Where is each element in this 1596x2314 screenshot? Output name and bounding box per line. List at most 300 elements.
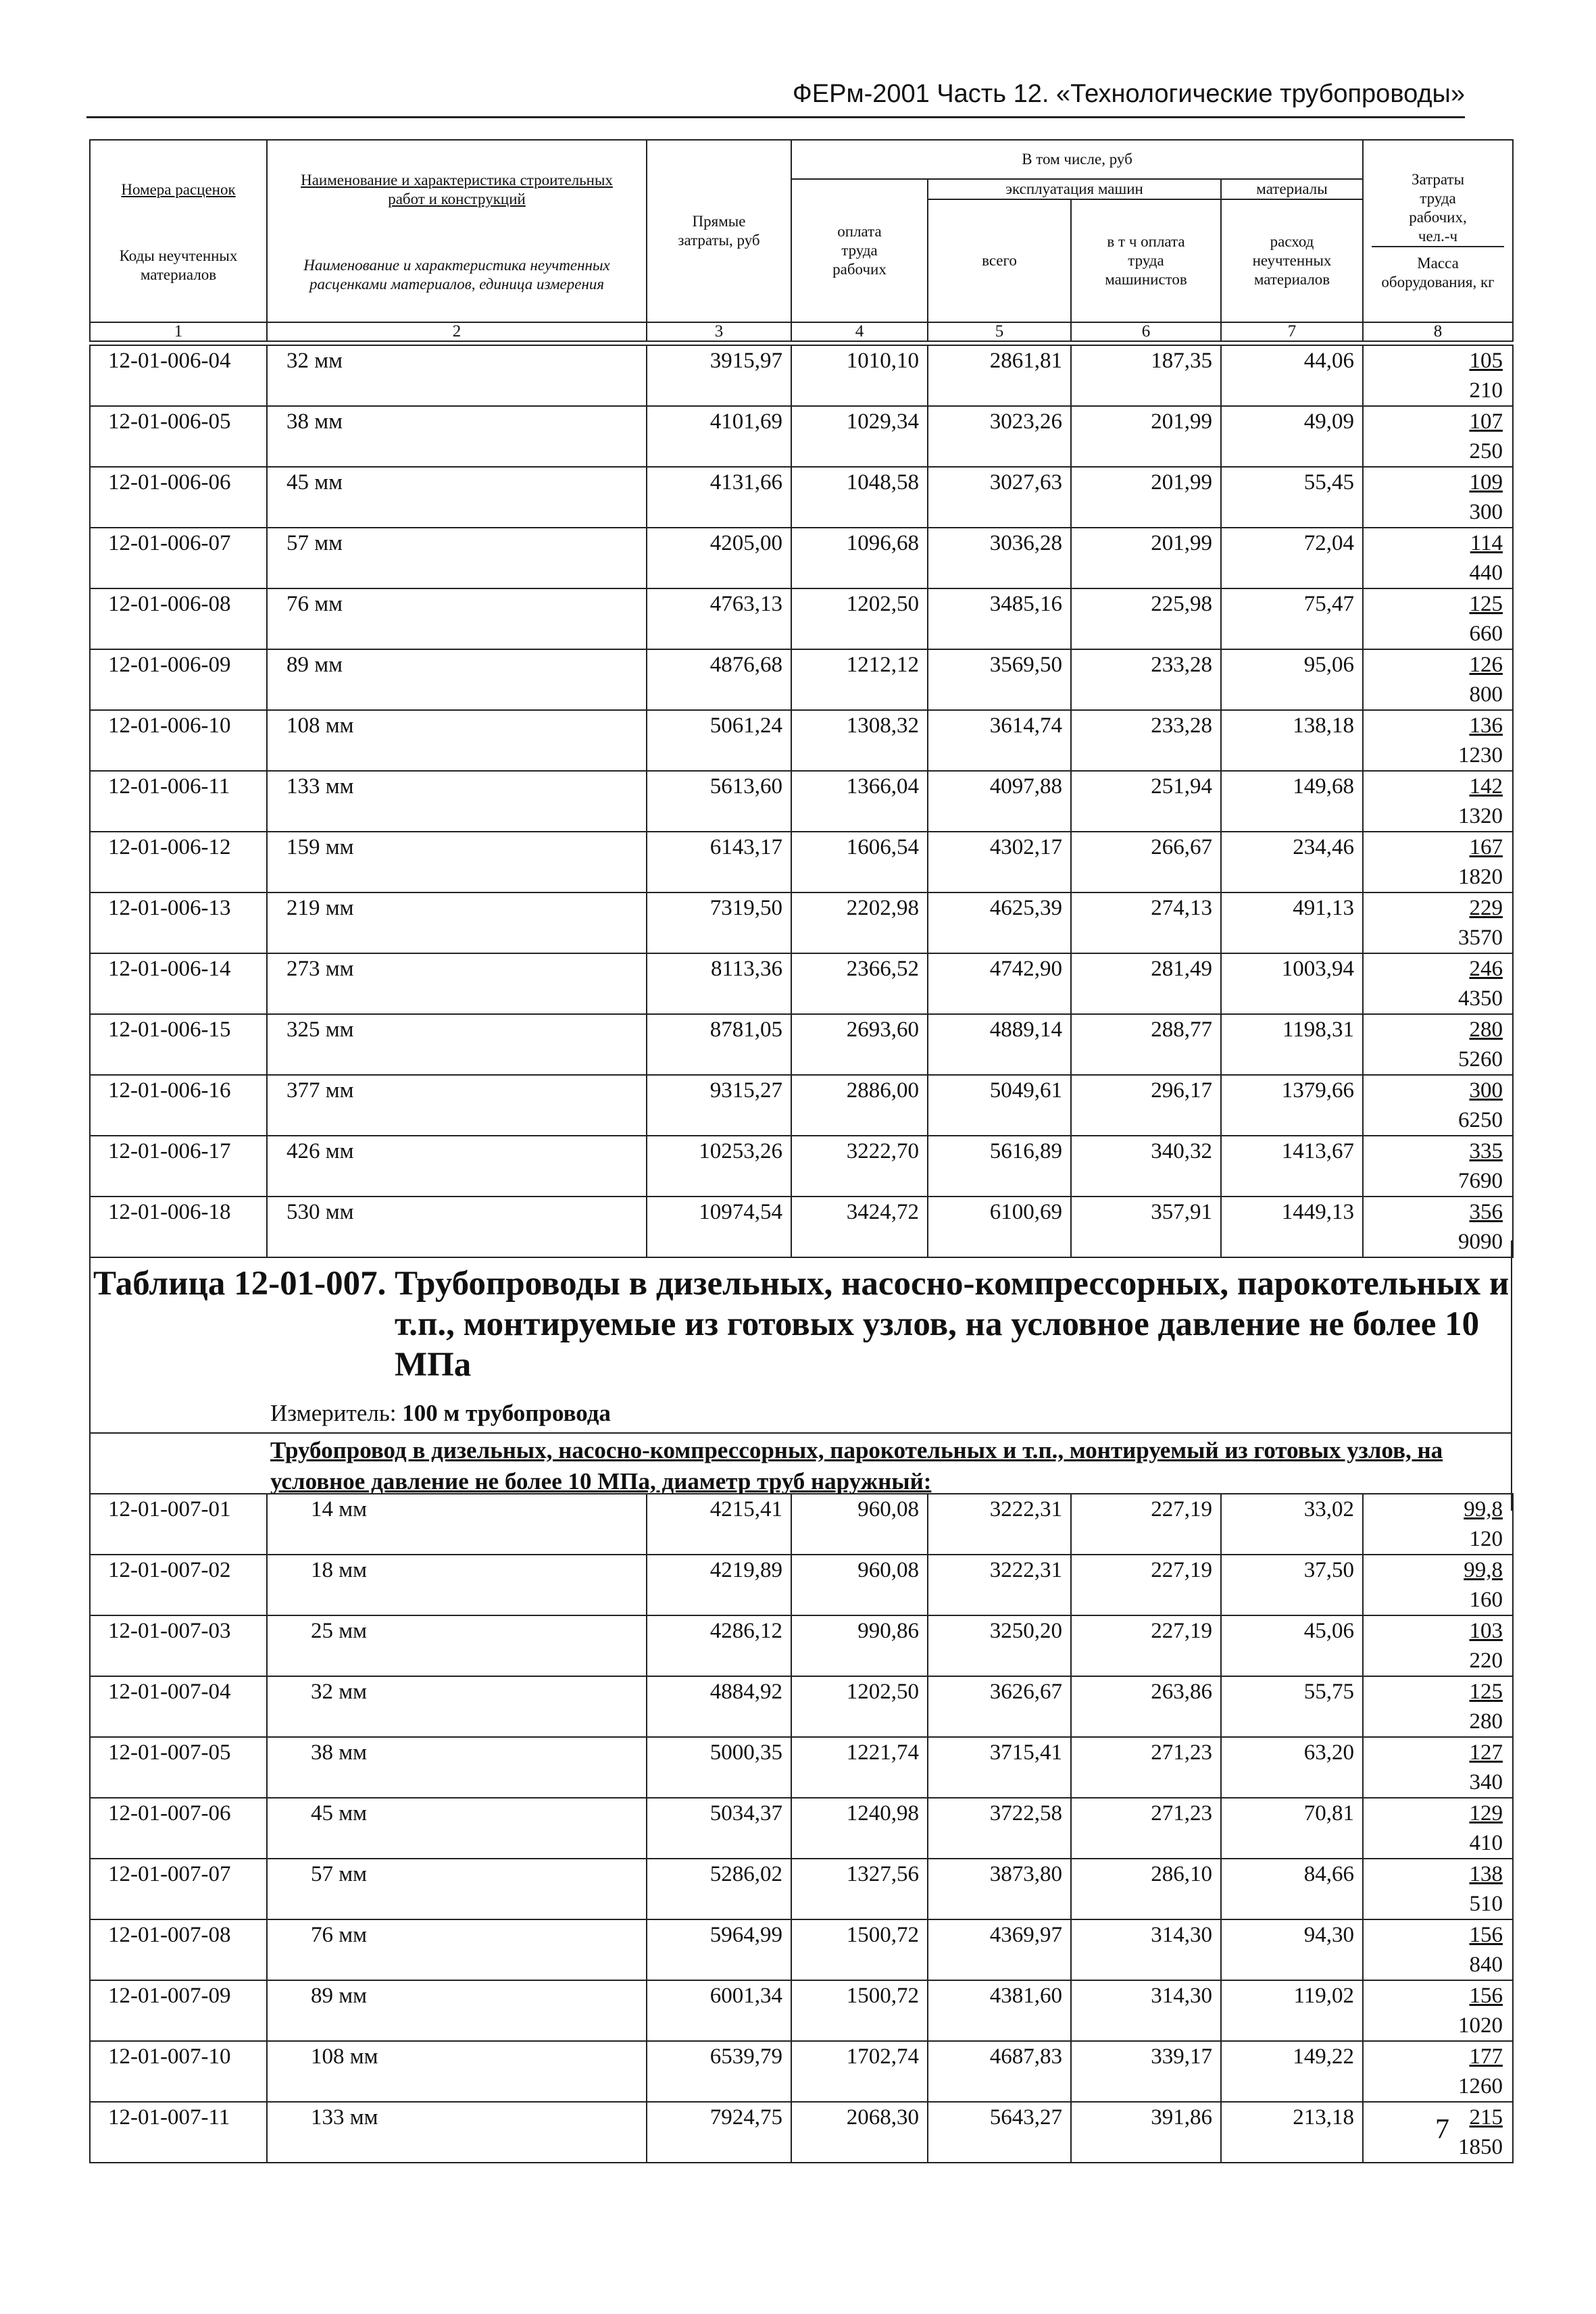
item-name: 273 мм xyxy=(267,953,647,1014)
item-name: 89 мм xyxy=(267,1980,647,2041)
header-materials: материалы xyxy=(1221,179,1363,199)
materials-cost: 491,13 xyxy=(1221,892,1363,953)
labor-and-mass xyxy=(1363,1676,1513,1737)
direct-cost: 8781,05 xyxy=(647,1014,791,1075)
item-name: 108 мм xyxy=(267,710,647,771)
item-name: 38 мм xyxy=(267,406,647,467)
labor-and-mass xyxy=(1363,832,1513,892)
equipment-mass: 840 xyxy=(1469,1953,1503,1977)
machinists-pay: 201,99 xyxy=(1071,467,1221,528)
direct-cost: 10253,26 xyxy=(647,1136,791,1197)
header-col1 xyxy=(90,140,267,322)
table-row xyxy=(90,1615,1513,1676)
machines-cost: 3626,67 xyxy=(928,1676,1071,1737)
column-number: 7 xyxy=(1221,322,1363,341)
equipment-mass: 160 xyxy=(1469,1588,1503,1612)
labor-pay: 1202,50 xyxy=(791,1676,928,1737)
direct-cost: 6001,34 xyxy=(647,1980,791,2041)
item-name: 57 мм xyxy=(267,1859,647,1919)
labor-pay: 3424,72 xyxy=(791,1197,928,1257)
table-row xyxy=(90,1676,1513,1737)
labor-pay: 1212,12 xyxy=(791,649,928,710)
item-name: 25 мм xyxy=(267,1615,647,1676)
materials-cost: 45,06 xyxy=(1221,1615,1363,1676)
table-row xyxy=(90,892,1513,953)
labor-pay: 3222,70 xyxy=(791,1136,928,1197)
equipment-mass: 410 xyxy=(1469,1831,1503,1855)
header-machines-total: всего xyxy=(928,199,1071,322)
labor-hours: 280 xyxy=(1469,1017,1503,1042)
labor-pay: 1500,72 xyxy=(791,1980,928,2041)
machines-cost: 3250,20 xyxy=(928,1615,1071,1676)
page-header: ФЕРм-2001 Часть 12. «Технологические трубопроводы» xyxy=(792,80,1465,108)
machinists-pay: 271,23 xyxy=(1071,1798,1221,1859)
column-number: 3 xyxy=(647,322,791,341)
rate-code: 12-01-006-06 xyxy=(90,467,267,528)
machines-cost: 4625,39 xyxy=(928,892,1071,953)
machines-cost: 3873,80 xyxy=(928,1859,1071,1919)
header-equipment-mass: Масса оборудования, кг xyxy=(1381,255,1495,291)
labor-pay: 1010,10 xyxy=(791,345,928,406)
rate-code: 12-01-006-05 xyxy=(90,406,267,467)
direct-cost: 4101,69 xyxy=(647,406,791,467)
labor-and-mass xyxy=(1363,467,1513,528)
machinists-pay: 314,30 xyxy=(1071,1980,1221,2041)
header-col3: Прямые затраты, руб xyxy=(647,140,791,322)
direct-cost: 6539,79 xyxy=(647,2041,791,2102)
machines-cost: 5643,27 xyxy=(928,2102,1071,2163)
labor-pay: 2068,30 xyxy=(791,2102,928,2163)
table-row xyxy=(90,2102,1513,2163)
rate-code: 12-01-006-16 xyxy=(90,1075,267,1136)
column-number: 1 xyxy=(90,322,267,341)
rate-code: 12-01-006-07 xyxy=(90,528,267,588)
rate-code: 12-01-006-13 xyxy=(90,892,267,953)
item-name: 219 мм xyxy=(267,892,647,953)
labor-and-mass xyxy=(1363,710,1513,771)
rate-code: 12-01-006-17 xyxy=(90,1136,267,1197)
labor-and-mass xyxy=(1363,1615,1513,1676)
machinists-pay: 274,13 xyxy=(1071,892,1221,953)
labor-hours: 99,8 xyxy=(1464,1497,1503,1521)
equipment-mass: 1230 xyxy=(1458,743,1503,768)
labor-and-mass xyxy=(1363,1980,1513,2041)
header-group-title: В том числе, руб xyxy=(791,140,1363,179)
item-name: 32 мм xyxy=(267,345,647,406)
labor-and-mass xyxy=(1363,345,1513,406)
equipment-mass: 3570 xyxy=(1458,926,1503,950)
header-col8 xyxy=(1363,140,1513,322)
materials-cost: 44,06 xyxy=(1221,345,1363,406)
item-name: 377 мм xyxy=(267,1075,647,1136)
direct-cost: 9315,27 xyxy=(647,1075,791,1136)
table-row xyxy=(90,1919,1513,1980)
labor-hours: 335 xyxy=(1469,1139,1503,1163)
column-number: 6 xyxy=(1071,322,1221,341)
rates-table-006 xyxy=(89,345,1514,1258)
labor-hours: 142 xyxy=(1469,774,1503,799)
labor-pay: 1308,32 xyxy=(791,710,928,771)
table-row xyxy=(90,832,1513,892)
direct-cost: 7319,50 xyxy=(647,892,791,953)
table2-title xyxy=(93,1263,1512,1385)
equipment-mass: 800 xyxy=(1469,682,1503,707)
machines-cost: 2861,81 xyxy=(928,345,1071,406)
machinists-pay: 340,32 xyxy=(1071,1136,1221,1197)
labor-hours: 127 xyxy=(1469,1740,1503,1765)
labor-pay: 1029,34 xyxy=(791,406,928,467)
item-name: 18 мм xyxy=(267,1555,647,1615)
table-row xyxy=(90,1494,1513,1555)
direct-cost: 10974,54 xyxy=(647,1197,791,1257)
unit-rule xyxy=(89,1432,1512,1434)
labor-and-mass xyxy=(1363,1859,1513,1919)
machinists-pay: 225,98 xyxy=(1071,588,1221,649)
labor-and-mass xyxy=(1363,528,1513,588)
machines-cost: 5616,89 xyxy=(928,1136,1071,1197)
machines-cost: 3036,28 xyxy=(928,528,1071,588)
header-materials-sub: расход неучтенных материалов xyxy=(1221,199,1363,322)
direct-cost: 5613,60 xyxy=(647,771,791,832)
rate-code: 12-01-007-05 xyxy=(90,1737,267,1798)
machines-cost: 6100,69 xyxy=(928,1197,1071,1257)
labor-and-mass xyxy=(1363,1014,1513,1075)
labor-hours: 109 xyxy=(1469,470,1503,495)
machines-cost: 4302,17 xyxy=(928,832,1071,892)
machines-cost: 3614,74 xyxy=(928,710,1071,771)
machinists-pay: 227,19 xyxy=(1071,1615,1221,1676)
labor-and-mass xyxy=(1363,649,1513,710)
table2-title-line2: т.п., монтируемые из готовых узлов, на условное давление не более 10 МПа xyxy=(395,1305,1480,1384)
item-name: 45 мм xyxy=(267,467,647,528)
materials-cost: 37,50 xyxy=(1221,1555,1363,1615)
labor-hours: 125 xyxy=(1469,1680,1503,1704)
materials-cost: 63,20 xyxy=(1221,1737,1363,1798)
header-col2-top: Наименование и характеристика строительных работ и конструкций xyxy=(301,172,613,207)
labor-pay: 1221,74 xyxy=(791,1737,928,1798)
table2-label: Таблица 12-01-007. xyxy=(93,1265,386,1303)
labor-hours: 114 xyxy=(1470,531,1503,555)
labor-hours: 107 xyxy=(1469,409,1503,434)
rate-code: 12-01-007-04 xyxy=(90,1676,267,1737)
labor-and-mass xyxy=(1363,1555,1513,1615)
machines-cost: 3027,63 xyxy=(928,467,1071,528)
direct-cost: 4876,68 xyxy=(647,649,791,710)
materials-cost: 55,45 xyxy=(1221,467,1363,528)
table-row xyxy=(90,1014,1513,1075)
machinists-pay: 391,86 xyxy=(1071,2102,1221,2163)
machinists-pay: 227,19 xyxy=(1071,1555,1221,1615)
direct-cost: 6143,17 xyxy=(647,832,791,892)
header-machinists: в т ч оплата труда машинистов xyxy=(1071,199,1221,322)
table-row xyxy=(90,953,1513,1014)
materials-cost: 1449,13 xyxy=(1221,1197,1363,1257)
materials-cost: 70,81 xyxy=(1221,1798,1363,1859)
table-row xyxy=(90,467,1513,528)
direct-cost: 5964,99 xyxy=(647,1919,791,1980)
labor-hours: 356 xyxy=(1469,1200,1503,1224)
rate-code: 12-01-006-11 xyxy=(90,771,267,832)
direct-cost: 4763,13 xyxy=(647,588,791,649)
labor-hours: 105 xyxy=(1469,349,1503,373)
machines-cost: 3222,31 xyxy=(928,1494,1071,1555)
machines-cost: 4889,14 xyxy=(928,1014,1071,1075)
machinists-pay: 271,23 xyxy=(1071,1737,1221,1798)
header-rule xyxy=(86,116,1465,118)
machinists-pay: 251,94 xyxy=(1071,771,1221,832)
machinists-pay: 339,17 xyxy=(1071,2041,1221,2102)
machines-cost: 4381,60 xyxy=(928,1980,1071,2041)
table-row xyxy=(90,710,1513,771)
equipment-mass: 5260 xyxy=(1458,1047,1503,1072)
equipment-mass: 7690 xyxy=(1458,1169,1503,1193)
labor-pay: 2693,60 xyxy=(791,1014,928,1075)
rate-code: 12-01-006-12 xyxy=(90,832,267,892)
machines-cost: 3569,50 xyxy=(928,649,1071,710)
equipment-mass: 9090 xyxy=(1458,1230,1503,1254)
equipment-mass: 340 xyxy=(1469,1770,1503,1794)
direct-cost: 7924,75 xyxy=(647,2102,791,2163)
labor-hours: 99,8 xyxy=(1464,1558,1503,1582)
direct-cost: 5061,24 xyxy=(647,710,791,771)
labor-hours: 136 xyxy=(1469,713,1503,738)
header-machines: эксплуатация машин xyxy=(928,179,1221,199)
table-row xyxy=(90,588,1513,649)
materials-cost: 55,75 xyxy=(1221,1676,1363,1737)
labor-hours: 167 xyxy=(1469,835,1503,859)
column-number: 2 xyxy=(267,322,647,341)
column-number: 4 xyxy=(791,322,928,341)
header-col1-bottom: Коды неучтенных материалов xyxy=(119,247,238,283)
labor-pay: 1327,56 xyxy=(791,1859,928,1919)
item-name: 325 мм xyxy=(267,1014,647,1075)
machinists-pay: 266,67 xyxy=(1071,832,1221,892)
materials-cost: 213,18 xyxy=(1221,2102,1363,2163)
item-name: 159 мм xyxy=(267,832,647,892)
table-row xyxy=(90,1136,1513,1197)
machines-cost: 3023,26 xyxy=(928,406,1071,467)
equipment-mass: 1320 xyxy=(1458,804,1503,828)
materials-cost: 72,04 xyxy=(1221,528,1363,588)
header-col2 xyxy=(267,140,647,322)
item-name: 38 мм xyxy=(267,1737,647,1798)
labor-hours: 156 xyxy=(1469,1923,1503,1947)
labor-hours: 129 xyxy=(1469,1801,1503,1826)
direct-cost: 5286,02 xyxy=(647,1859,791,1919)
machinists-pay: 357,91 xyxy=(1071,1197,1221,1257)
labor-hours: 126 xyxy=(1469,653,1503,677)
table2-title-line1: Трубопроводы в дизельных, насосно-компрессорных, парокотельных и xyxy=(395,1265,1510,1303)
equipment-mass: 250 xyxy=(1469,439,1503,463)
machinists-pay: 314,30 xyxy=(1071,1919,1221,1980)
machinists-pay: 227,19 xyxy=(1071,1494,1221,1555)
machinists-pay: 233,28 xyxy=(1071,710,1221,771)
item-name: 32 мм xyxy=(267,1676,647,1737)
rate-code: 12-01-006-18 xyxy=(90,1197,267,1257)
labor-and-mass xyxy=(1363,1136,1513,1197)
labor-pay: 960,08 xyxy=(791,1494,928,1555)
labor-pay: 2366,52 xyxy=(791,953,928,1014)
materials-cost: 119,02 xyxy=(1221,1980,1363,2041)
materials-cost: 1003,94 xyxy=(1221,953,1363,1014)
labor-and-mass xyxy=(1363,1737,1513,1798)
rate-code: 12-01-007-09 xyxy=(90,1980,267,2041)
materials-cost: 138,18 xyxy=(1221,710,1363,771)
item-name: 133 мм xyxy=(267,2102,647,2163)
labor-and-mass xyxy=(1363,588,1513,649)
materials-cost: 149,68 xyxy=(1221,771,1363,832)
equipment-mass: 1260 xyxy=(1458,2074,1503,2098)
rate-code: 12-01-007-02 xyxy=(90,1555,267,1615)
labor-and-mass xyxy=(1363,771,1513,832)
labor-pay: 2886,00 xyxy=(791,1075,928,1136)
labor-pay: 1096,68 xyxy=(791,528,928,588)
labor-pay: 960,08 xyxy=(791,1555,928,1615)
equipment-mass: 1820 xyxy=(1458,865,1503,889)
header-labor-costs: Затраты труда рабочих, чел.-ч xyxy=(1372,170,1504,247)
machinists-pay: 286,10 xyxy=(1071,1859,1221,1919)
machines-cost: 5049,61 xyxy=(928,1075,1071,1136)
unit-value: 100 м трубопровода xyxy=(402,1400,611,1426)
machinists-pay: 288,77 xyxy=(1071,1014,1221,1075)
rate-code: 12-01-007-10 xyxy=(90,2041,267,2102)
machines-cost: 4369,97 xyxy=(928,1919,1071,1980)
header-col1-top: Номера расценок xyxy=(121,181,236,198)
item-name: 57 мм xyxy=(267,528,647,588)
materials-cost: 94,30 xyxy=(1221,1919,1363,1980)
labor-pay: 1366,04 xyxy=(791,771,928,832)
rate-code: 12-01-007-06 xyxy=(90,1798,267,1859)
labor-hours: 215 xyxy=(1469,2105,1503,2130)
table-row xyxy=(90,1980,1513,2041)
direct-cost: 5000,35 xyxy=(647,1737,791,1798)
rate-code: 12-01-006-15 xyxy=(90,1014,267,1075)
item-name: 89 мм xyxy=(267,649,647,710)
item-name: 426 мм xyxy=(267,1136,647,1197)
equipment-mass: 1850 xyxy=(1458,2135,1503,2159)
direct-cost: 8113,36 xyxy=(647,953,791,1014)
rate-code: 12-01-007-01 xyxy=(90,1494,267,1555)
materials-cost: 149,22 xyxy=(1221,2041,1363,2102)
labor-and-mass xyxy=(1363,1798,1513,1859)
rate-code: 12-01-006-04 xyxy=(90,345,267,406)
direct-cost: 5034,37 xyxy=(647,1798,791,1859)
direct-cost: 4219,89 xyxy=(647,1555,791,1615)
item-name: 14 мм xyxy=(267,1494,647,1555)
labor-hours: 125 xyxy=(1469,592,1503,616)
equipment-mass: 120 xyxy=(1469,1527,1503,1551)
page-number: 7 xyxy=(1435,2114,1449,2145)
equipment-mass: 660 xyxy=(1469,622,1503,646)
column-number: 5 xyxy=(928,322,1071,341)
labor-and-mass xyxy=(1363,2041,1513,2102)
materials-cost: 75,47 xyxy=(1221,588,1363,649)
labor-and-mass xyxy=(1363,892,1513,953)
equipment-mass: 280 xyxy=(1469,1709,1503,1734)
table-row xyxy=(90,1555,1513,1615)
labor-and-mass xyxy=(1363,1919,1513,1980)
table-header xyxy=(89,139,1514,342)
direct-cost: 4131,66 xyxy=(647,467,791,528)
labor-pay: 2202,98 xyxy=(791,892,928,953)
direct-cost: 3915,97 xyxy=(647,345,791,406)
labor-pay: 1500,72 xyxy=(791,1919,928,1980)
machinists-pay: 201,99 xyxy=(1071,528,1221,588)
labor-hours: 103 xyxy=(1469,1619,1503,1643)
table-row xyxy=(90,1737,1513,1798)
equipment-mass: 440 xyxy=(1469,561,1503,585)
table-row xyxy=(90,2041,1513,2102)
equipment-mass: 300 xyxy=(1469,500,1503,524)
rate-code: 12-01-007-03 xyxy=(90,1615,267,1676)
machines-cost: 3722,58 xyxy=(928,1798,1071,1859)
rates-table-007 xyxy=(89,1493,1514,2163)
labor-hours: 138 xyxy=(1469,1862,1503,1886)
machinists-pay: 263,86 xyxy=(1071,1676,1221,1737)
machinists-pay: 281,49 xyxy=(1071,953,1221,1014)
unit-label: Измеритель: xyxy=(270,1400,397,1426)
labor-and-mass xyxy=(1363,953,1513,1014)
table2-group-description xyxy=(270,1435,1507,1497)
table-row xyxy=(90,1859,1513,1919)
table-row xyxy=(90,1075,1513,1136)
machinists-pay: 233,28 xyxy=(1071,649,1221,710)
labor-pay: 1606,54 xyxy=(791,832,928,892)
labor-pay: 1240,98 xyxy=(791,1798,928,1859)
equipment-mass: 210 xyxy=(1469,378,1503,403)
header-labor-pay: оплата труда рабочих xyxy=(791,179,928,322)
labor-hours: 300 xyxy=(1469,1078,1503,1103)
table-row xyxy=(90,1798,1513,1859)
labor-and-mass xyxy=(1363,406,1513,467)
labor-hours: 246 xyxy=(1469,957,1503,981)
rate-code: 12-01-007-07 xyxy=(90,1859,267,1919)
machinists-pay: 296,17 xyxy=(1071,1075,1221,1136)
equipment-mass: 4350 xyxy=(1458,986,1503,1011)
labor-pay: 1202,50 xyxy=(791,588,928,649)
table-row xyxy=(90,771,1513,832)
direct-cost: 4215,41 xyxy=(647,1494,791,1555)
machinists-pay: 201,99 xyxy=(1071,406,1221,467)
rate-code: 12-01-006-14 xyxy=(90,953,267,1014)
item-name: 76 мм xyxy=(267,588,647,649)
materials-cost: 84,66 xyxy=(1221,1859,1363,1919)
table-row xyxy=(90,345,1513,406)
labor-hours: 177 xyxy=(1469,2044,1503,2069)
machines-cost: 3222,31 xyxy=(928,1555,1071,1615)
rate-code: 12-01-006-10 xyxy=(90,710,267,771)
equipment-mass: 510 xyxy=(1469,1892,1503,1916)
group-description-text: Трубопровод в дизельных, насосно-компрессорных, парокотельных и т.п., монтируемый из готовых узлов, на условное давление не более 10 МПа, диаметр труб наружный: xyxy=(270,1437,1443,1494)
labor-pay: 1048,58 xyxy=(791,467,928,528)
labor-and-mass xyxy=(1363,1494,1513,1555)
labor-pay: 1702,74 xyxy=(791,2041,928,2102)
item-name: 76 мм xyxy=(267,1919,647,1980)
item-name: 45 мм xyxy=(267,1798,647,1859)
labor-hours: 156 xyxy=(1469,1984,1503,2008)
labor-pay: 990,86 xyxy=(791,1615,928,1676)
equipment-mass: 1020 xyxy=(1458,2013,1503,2038)
materials-cost: 95,06 xyxy=(1221,649,1363,710)
materials-cost: 234,46 xyxy=(1221,832,1363,892)
item-name: 108 мм xyxy=(267,2041,647,2102)
rate-code: 12-01-007-11 xyxy=(90,2102,267,2163)
direct-cost: 4205,00 xyxy=(647,528,791,588)
machines-cost: 4097,88 xyxy=(928,771,1071,832)
machines-cost: 4687,83 xyxy=(928,2041,1071,2102)
column-number: 8 xyxy=(1363,322,1513,341)
item-name: 133 мм xyxy=(267,771,647,832)
